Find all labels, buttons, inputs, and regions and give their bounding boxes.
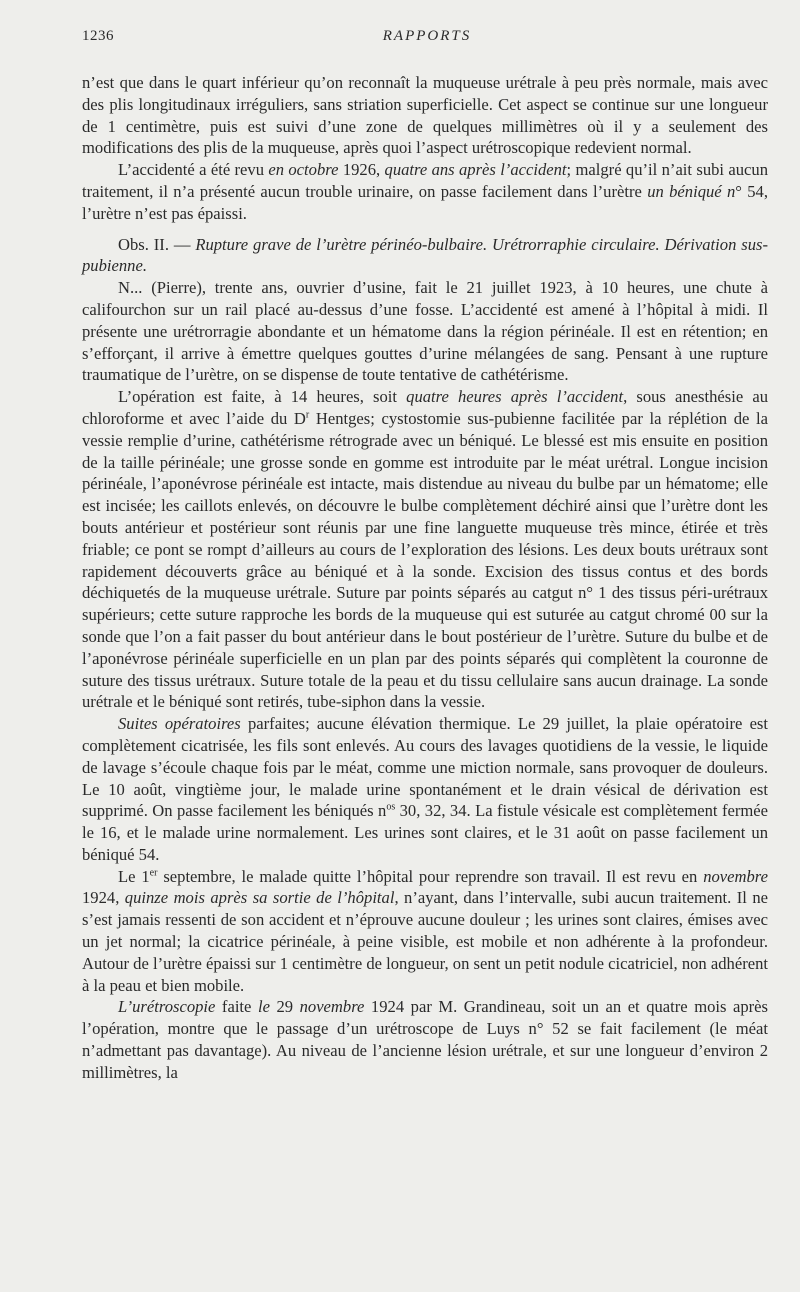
- text-run: L’accidenté a été revu: [118, 160, 269, 180]
- italic-text: un béniqué n: [647, 181, 736, 201]
- superscript: os: [386, 801, 396, 813]
- paragraph: [82, 866, 768, 997]
- text-run: 30, 32, 34. La fistule vésicale est complètement fermée le 16, et le malade urine normalement. Les urines sont claires, et le 31 août on passe facilement un béniqué 54.: [82, 801, 768, 864]
- text-run: 29: [269, 997, 300, 1017]
- italic-text: Suites opératoires: [118, 714, 241, 734]
- paragraph: [82, 72, 768, 159]
- running-title: RAPPORTS: [382, 28, 472, 44]
- italic-text: en octobre: [268, 160, 339, 180]
- text-run: Obs. II. —: [118, 234, 196, 254]
- body-text: [82, 72, 768, 1084]
- text-run: 1926,: [338, 160, 385, 180]
- text-run: septembre, le malade quitte l’hôpital pour reprendre son travail. Il est revu en: [157, 866, 704, 886]
- text-run: n’est que dans le quart inférieur qu’on reconnaît la muqueuse urétrale à peu près normale, mais avec des plis longitudinaux irréguliers, sans striation superficielle. Cet aspect se continue sur une longueur de 1 centimètre, puis est suivi d’une zone de quelques millimètres où il y a seulement des modifications des plis de la muqueuse, après quoi l’aspect urétroscopique redevient normal.: [82, 73, 768, 158]
- text-run: 1924,: [82, 888, 125, 908]
- italic-text: novembre: [299, 997, 365, 1017]
- text-run: ; malgré qu’il n’ait subi aucun traitement, il n’a présenté aucun trouble urinaire, on passe facilement dans l’urètre: [82, 160, 769, 201]
- paragraph: [82, 386, 768, 713]
- text-run: N... (Pierre), trente ans, ouvrier d’usine, fait le 21 juillet 1923, à 10 heures, une chute à califourchon sur un rail placé au-dessus d’une fosse. L’accidenté est amené à l’hôpital à midi. Il présente une urétrorragie abondante et un hématome dans la région périnéale. Il est en rétention; en s’efforçant, il arrive à émettre quelques gouttes d’urine mélangées de sang. Pensant à une rupture traumatique de l’urètre, on se dispense de toute tentative de cathétérisme.: [82, 278, 768, 385]
- italic-text: quatre ans après l’accident: [384, 160, 567, 180]
- text-run: ° 54, l’urètre n’est pas épaissi.: [82, 181, 769, 223]
- text-run: L’opération est faite, à 14 heures, soit: [118, 387, 407, 407]
- paragraph: [82, 277, 768, 386]
- text-run: parfaites; aucune élévation thermique. Le 29 juillet, la plaie opératoire est complètement cicatrisée, les fils sont enlevés. Au cours des lavages quotidiens de la vessie, le liquide de lavage s’écoule chaque fois par le méat, comme une miction normale, sans provoquer de douleurs. Le 10 août, vingtième jour, le malade urine spontanément et le drain vésical de dérivation est supprimé. On passe facilement les béniqués n: [82, 714, 769, 821]
- superscript: r: [305, 409, 310, 421]
- text-run: , sous anesthésie au chloroforme et avec l’aide du D: [82, 387, 768, 428]
- text-run: , n’ayant, dans l’intervalle, subi aucun traitement. Il ne s’est jamais ressenti de son accident et n’éprouve aucune douleur ; les urines sont claires, émises avec un jet normal; la cicatrice périnéale, à peine visible, est mobile et non adhérente à la profondeur. Autour de l’urètre épaissi sur 1 centimètre de longueur, on sent un petit nodule cicatriciel, non adhérent à la peau et bien mobile.: [82, 888, 769, 995]
- italic-text: L’urétroscopie: [118, 997, 216, 1017]
- page-number: 1236: [82, 28, 114, 44]
- paragraph: [82, 159, 768, 224]
- italic-text: le: [257, 997, 270, 1017]
- italic-text: quatre heures après l’accident: [406, 387, 624, 407]
- italic-text: Rupture grave de l’urètre périnéo-bulbaire. Urétrorraphie circulaire. Dérivation sus-pubienne.: [82, 234, 768, 276]
- observation-heading: [82, 234, 768, 278]
- italic-text: quinze mois après sa sortie de l’hôpital: [124, 888, 395, 908]
- paragraph: [82, 996, 768, 1083]
- text-run: Le 1: [118, 866, 150, 886]
- italic-text: novembre: [703, 866, 768, 886]
- superscript: er: [149, 867, 158, 879]
- text-run: Hentges; cystostomie sus-pubienne facilitée par la réplétion de la vessie remplie d’urine, cathétérisme rétrograde avec un béniqué. Le blessé est mis ensuite en position de la taille périnéale; une grosse sonde en gomme est introduite par le méat urétral. Longue incision périnéale, l’aponévrose périnéale est intacte, mais distendue au niveau du bulbe par un hématome; elle est incisée; les caillots enlevés, on découvre le bulbe complètement déchiré ainsi que l’urètre dont les bouts antérieur et postérieur sont réunis par une fine languette muqueuse très mince, étirée et très friable; ce pont se rompt d’ailleurs au cours de l’exploration des lésions. Les deux bouts urétraux sont rapidement découverts grâce au béniqué et à la sonde. Excision des tissus contus et des bords déchiquetés de la muqueuse urétrale. Suture par points séparés au catgut n° 1 des tissus péri-urétraux supérieurs; cette suture rapproche les bords de la muqueuse qui est suturée au catgut chromé 00 sur la sonde que l’on a fait passer du bout antérieur dans le bout postérieur de l’urètre. Suture du bulbe et de l’aponévrose périnéale superficielle en un plan par des points séparés qui complètent la couronne de suture des tissus urétraux. Suture totale de la peau et du tissu cellulaire sans aucun drainage. La sonde urétrale et le béniqué sont retirés, tube-siphon dans la vessie.: [82, 408, 768, 712]
- text-run: 1924 par M. Grandineau, soit un an et quatre mois après l’opération, montre que le passage d’un urétroscope de Luys n° 52 se fait facilement (le méat n’admettant pas davantage). Au niveau de l’ancienne lésion urétrale, et sur une longueur d’environ 2 millimètres, la: [82, 997, 768, 1082]
- page-header: [82, 28, 772, 52]
- text-run: faite: [215, 997, 258, 1017]
- paragraph: [82, 713, 768, 866]
